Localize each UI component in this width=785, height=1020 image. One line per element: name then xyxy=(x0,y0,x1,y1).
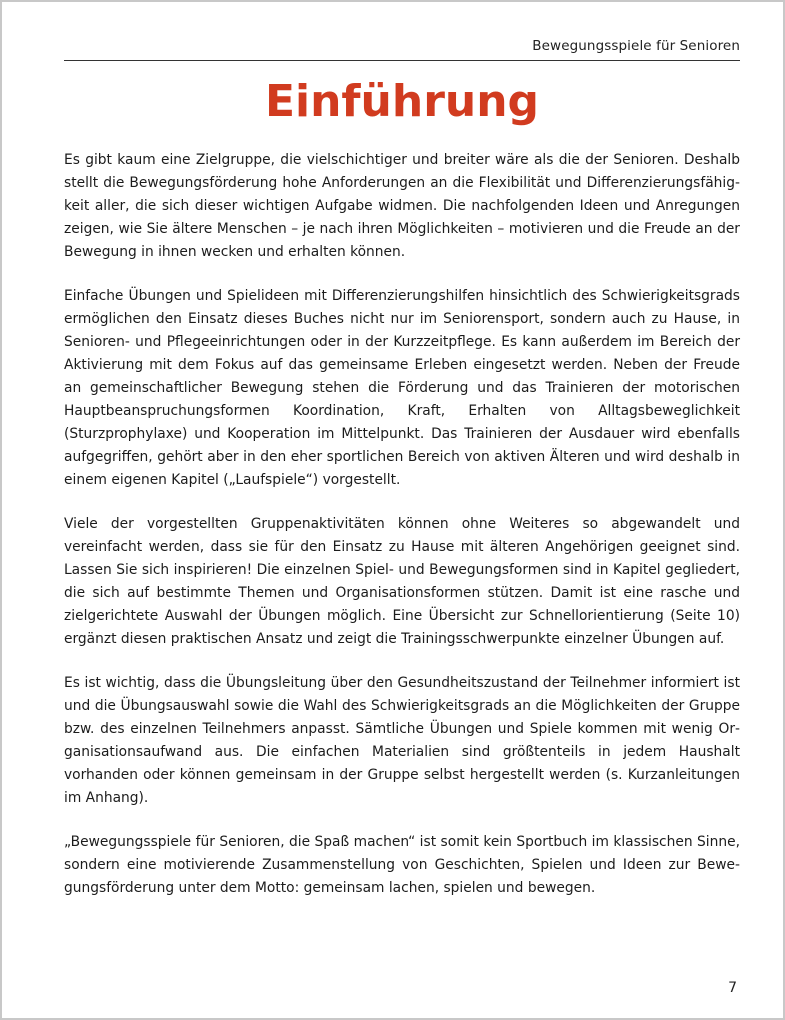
running-header: Bewegungsspiele für Senioren xyxy=(532,38,740,54)
paragraph-1: Es gibt kaum eine Zielgruppe, die vielschichtiger und breiter wäre als die der Senioren. Deshalb stellt die Bewegungsförderung hohe Anforderungen an die Flexibilität und Differenzierungsfähigkeit aller, die sich dieser wichtigen Aufgabe widmen. Die nachfolgenden Ideen und Anregungen zeigen, wie Sie ältere Menschen – je nach ihren Möglichkeiten – motivieren und die Freude an der Bewegung in ihnen wecken und erhalten können. xyxy=(64,152,740,260)
paragraph-5: „Bewegungsspiele für Senioren, die Spaß machen“ ist somit kein Sportbuch im klassischen Sinne, sondern eine motivierende Zusammenstellung von Geschichten, Spielen und Ideen zur Bewegungsförderung unter dem Motto: gemeinsam lachen, spielen und bewegen. xyxy=(64,834,740,896)
body-text xyxy=(64,149,740,921)
paragraph-3: Viele der vorgestellten Gruppenaktivitäten können ohne Weiteres so abgewandelt und vereinfacht werden, dass sie für den Einsatz zu Hause mit älteren Angehörigen geeignet sind. Lassen Sie sich inspirieren! Die einzelnen Spiel- und Bewegungsformen sind in Kapitel gegliedert, die sich auf bestimmte Themen und Organisationsformen stützen. Damit ist eine rasche und zielgerichtete Auswahl der Übungen möglich. Eine Übersicht zur Schnellorientierung (Seite 10) ergänzt diesen praktischen Ansatz und zeigt die Trainingsschwerpunkte einzelner Übungen auf. xyxy=(64,516,740,647)
header-divider xyxy=(64,60,740,61)
chapter-title: Einführung xyxy=(264,76,540,127)
paragraph-4: Es ist wichtig, dass die Übungsleitung über den Gesundheitszustand der Teilnehmer informiert ist und die Übungsauswahl sowie die Wahl des Schwierigkeitsgrads an die Möglichkeiten der Gruppe bzw. des einzelnen Teilnehmers anpasst. Sämtliche Übungen und Spiele kommen mit wenig Organisationsaufwand aus. Die einfachen Materialien sind größtenteils in jedem Haushalt vorhanden oder können gemeinsam in der Gruppe selbst hergestellt werden (s. Kurzanleitungen im Anhang). xyxy=(64,675,740,806)
paragraph-2: Einfache Übungen und Spielideen mit Differenzierungshilfen hinsichtlich des Schwierigkeitsgrads ermöglichen den Einsatz dieses Buches nicht nur im Seniorensport, sondern auch zu Hause, in Senioren- und Pflegeeinrichtungen oder in der Kurzzeitpflege. Es kann außerdem im Bereich der Aktivierung mit dem Fokus auf das gemeinsame Erleben eingesetzt werden. Neben der Freude an gemeinschaftlicher Bewegung stehen die Förderung und das Trainieren der motorischen Hauptbeanspruchungsformen Koordination, Kraft, Erhalten von Alltagsbeweglichkeit (Sturzprophylaxe) und Kooperation im Mittelpunkt. Das Trainieren der Ausdauer wird ebenfalls aufgegriffen, gehört aber in den eher sportlichen Bereich von aktiven Älteren und wird deshalb in einem eigenen Kapitel („Laufspiele“) vorgestellt. xyxy=(64,288,740,488)
page-number: 7 xyxy=(728,980,737,996)
